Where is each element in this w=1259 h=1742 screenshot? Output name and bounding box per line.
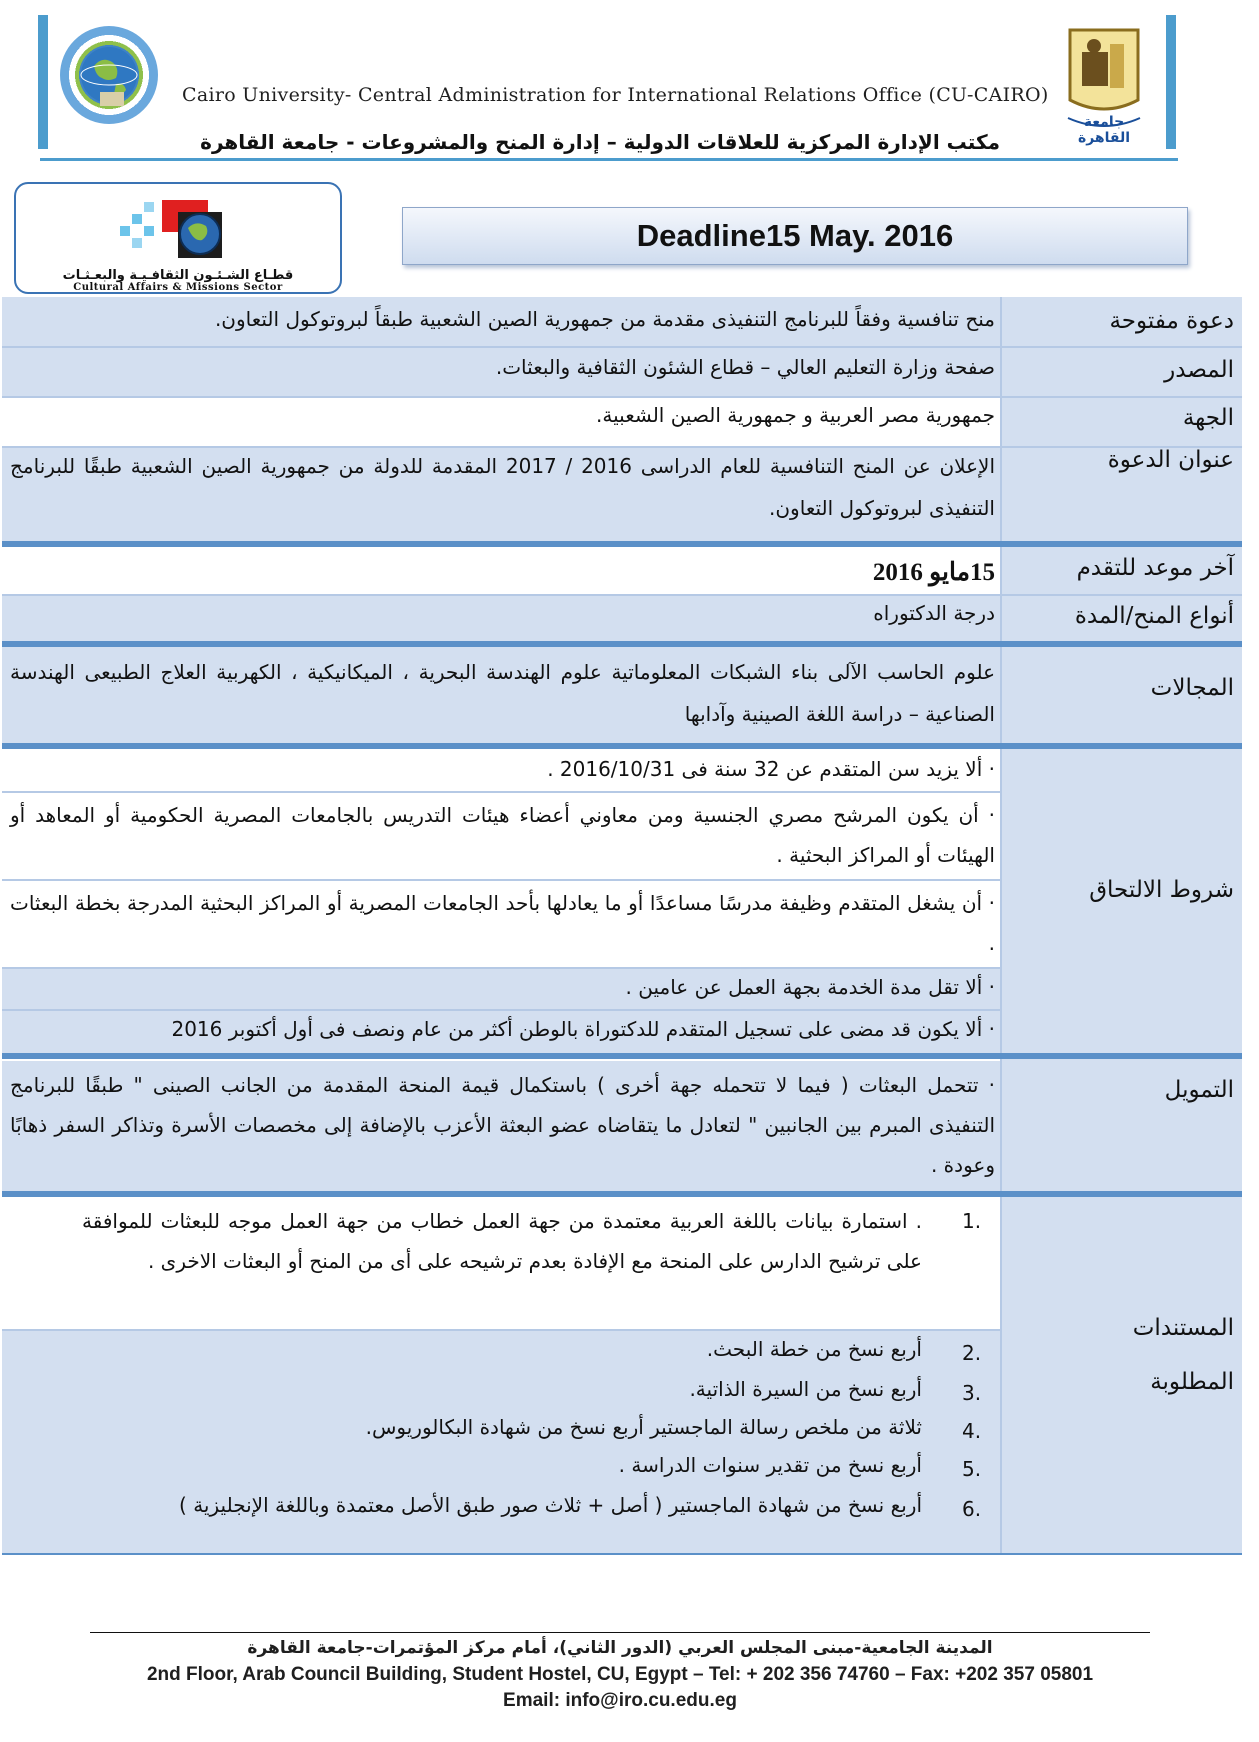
footer-address-arabic: المدينة الجامعية-مبنى المجلس العربي (الدور الثاني)، أمام مركز المؤتمرات-جامعة القاهرة xyxy=(247,1638,993,1658)
footer-divider xyxy=(90,1632,1150,1633)
header-org-english xyxy=(182,84,1049,106)
value-fields: علوم الحاسب الآلى بناء الشبكات المعلوماتية علوم الهندسة البحرية ، الميكانيكية ، الكهربية العلاج الطبيعى الهندسة الصناعية – دراسة اللغة الصينية وآدابها xyxy=(10,660,995,726)
row-divider xyxy=(2,967,1002,969)
label-documents-line1: المستندات xyxy=(1132,1315,1234,1341)
label-source: المصدر xyxy=(1164,357,1234,383)
column-divider xyxy=(1000,297,1002,1555)
label-conditions: شروط الالتحاق xyxy=(1089,877,1234,903)
call-details-table xyxy=(2,297,1242,1555)
document-number: 1. xyxy=(962,1209,982,1233)
label-open-call: دعوة مفتوحة xyxy=(1109,308,1234,334)
label-types: أنواع المنح/المدة xyxy=(1074,603,1234,629)
row-types xyxy=(2,595,1002,641)
row-divider xyxy=(2,346,1242,348)
condition-item-2: · أن يكون المرشح مصري الجنسية ومن معاوني أعضاء هيئات التدريس بالجامعات المصرية الحكومية أو المعاهد أو الهيئات أو المراكز البحثية . xyxy=(10,803,995,867)
row-divider xyxy=(2,1329,1002,1331)
label-column xyxy=(1002,297,1242,1555)
footer-email: Email: info@iro.cu.edu.eg xyxy=(503,1690,737,1711)
document-item-2: أربع نسخ من خطة البحث. xyxy=(706,1337,922,1361)
row-divider xyxy=(2,594,1242,596)
condition-item-5: · ألا يكون قد مضى على تسجيل المتقدم للدكتوراة بالوطن أكثر من عام ونصف فى أول أكتوبر 2016 xyxy=(171,1017,995,1041)
document-number: 6. xyxy=(962,1497,982,1521)
iro-seal-logo xyxy=(60,26,158,124)
globe-icon xyxy=(60,26,158,124)
section-divider xyxy=(2,1053,1242,1059)
sector-name-arabic: قطـاع الشـئـون الثقافـيـة والبعـثـات xyxy=(62,268,294,283)
document-item-5: أربع نسخ من تقدير سنوات الدراسة . xyxy=(618,1453,922,1477)
document-number: 3. xyxy=(962,1381,982,1405)
row-divider xyxy=(2,879,1002,881)
document-item-4: ثلاثة من ملخص رسالة الماجستير أربع نسخ من شهادة البكالوريوس. xyxy=(365,1415,922,1439)
document-item-3: أربع نسخ من السيرة الذاتية. xyxy=(689,1377,922,1401)
footer-address-english: 2nd Floor, Arab Council Building, Student Hostel, CU, Egypt – Tel: + 202 356 74760 – Fax: +202 357 05801 xyxy=(146,1664,1094,1685)
value-party: جمهورية مصر العربية و جمهورية الصين الشعبية. xyxy=(596,403,995,427)
value-deadline: 15مايو 2016 xyxy=(872,559,995,586)
section-divider xyxy=(2,743,1242,749)
value-title: الإعلان عن المنح التنافسية للعام الدراسى 2016 / 2017 المقدمة للدولة من جمهورية الصين الشعبية طبقًا للبرنامج التنفيذى لبروتوكول التعاون. xyxy=(10,454,996,520)
document-number: 5. xyxy=(962,1457,982,1481)
header-divider xyxy=(40,158,1178,161)
sector-logo-icon xyxy=(116,192,246,272)
document-number: 4. xyxy=(962,1419,982,1443)
header-org-arabic: مكتب الإدارة المركزية للعلاقات الدولية – إدارة المنح والمشروعات - جامعة القاهرة xyxy=(200,130,1000,154)
header-org-english-text: Cairo University- Central Administration for International Relations Office (CU-CAIRO) xyxy=(182,84,1049,106)
document-item-6: أربع نسخ من شهادة الماجستير ( أصل + ثلاث صور طبق الأصل معتمدة وباللغة الإنجليزية ) xyxy=(179,1493,922,1517)
label-funding: التمويل xyxy=(1164,1077,1234,1103)
value-funding: · تتحمل البعثات ( فيما لا تتحمله جهة أخرى ) باستكمال قيمة المنحة المقدمة من الجانب الصينى " طبقًا للبرنامج التنفيذى المبرم بين الجانبين " لتعادل ما يتقاضاه عضو البعثة الأعزب بالإضافة إلى مخصصات الأسرة وتذاكر السفر ذهابًا وعودة . xyxy=(10,1073,995,1177)
deadline-banner: Deadline15 May. 2016 xyxy=(402,207,1188,265)
sector-name-english: Cultural Affairs & Missions Sector xyxy=(73,282,283,293)
row-documents-rest xyxy=(2,1331,1002,1555)
table-bottom-border xyxy=(2,1553,1242,1555)
document-item-1: . استمارة بيانات باللغة العربية معتمدة من جهة العمل خطاب من جهة العمل موجه للبعثات للموافقة على ترشيح الدارس على المنحة مع الإفادة بعدم ترشيحه على أى من المنح أو البعثات الاخرى . xyxy=(82,1209,922,1273)
section-divider xyxy=(2,641,1242,647)
header-right-bar xyxy=(1166,15,1176,149)
value-source: صفحة وزارة التعليم العالي – قطاع الشئون الثقافية والبعثات. xyxy=(495,355,995,379)
section-divider xyxy=(2,1191,1242,1197)
row-divider xyxy=(2,791,1002,793)
section-divider xyxy=(2,541,1242,547)
label-title: عنوان الدعوة xyxy=(1107,447,1234,473)
value-open-call: منح تنافسية وفقاً للبرنامج التنفيذى مقدمة من جمهورية الصين الشعبية طبقاً لبروتوكول التعاون. xyxy=(214,307,995,331)
row-deadline xyxy=(2,547,1002,595)
condition-item-1: · ألا يزيد سن المتقدم عن 32 سنة فى 2016/10/31 . xyxy=(547,757,995,781)
sector-logo-box xyxy=(14,182,342,294)
row-divider xyxy=(2,1009,1002,1011)
condition-item-3: · أن يشغل المتقدم وظيفة مدرسًا مساعدًا أو ما يعادلها بأحد الجامعات المصرية أو المراكز البحثية المدرجة بخطة البعثات . xyxy=(10,891,995,955)
condition-item-4: · ألا تقل مدة الخدمة بجهة العمل عن عامين . xyxy=(625,975,995,999)
label-fields: المجالات xyxy=(1150,675,1234,701)
value-types: درجة الدكتوراه xyxy=(873,601,995,625)
label-documents-line2: المطلوبة xyxy=(1150,1369,1234,1395)
document-number: 2. xyxy=(962,1341,982,1365)
row-divider xyxy=(2,396,1242,398)
label-party: الجهة xyxy=(1182,405,1234,431)
label-deadline: آخر موعد للتقدم xyxy=(1076,555,1234,581)
cairo-university-logo xyxy=(1058,22,1150,146)
cairo-university-logo-text: جامعة القاهرة xyxy=(1077,114,1131,146)
header-left-bar xyxy=(38,15,48,149)
